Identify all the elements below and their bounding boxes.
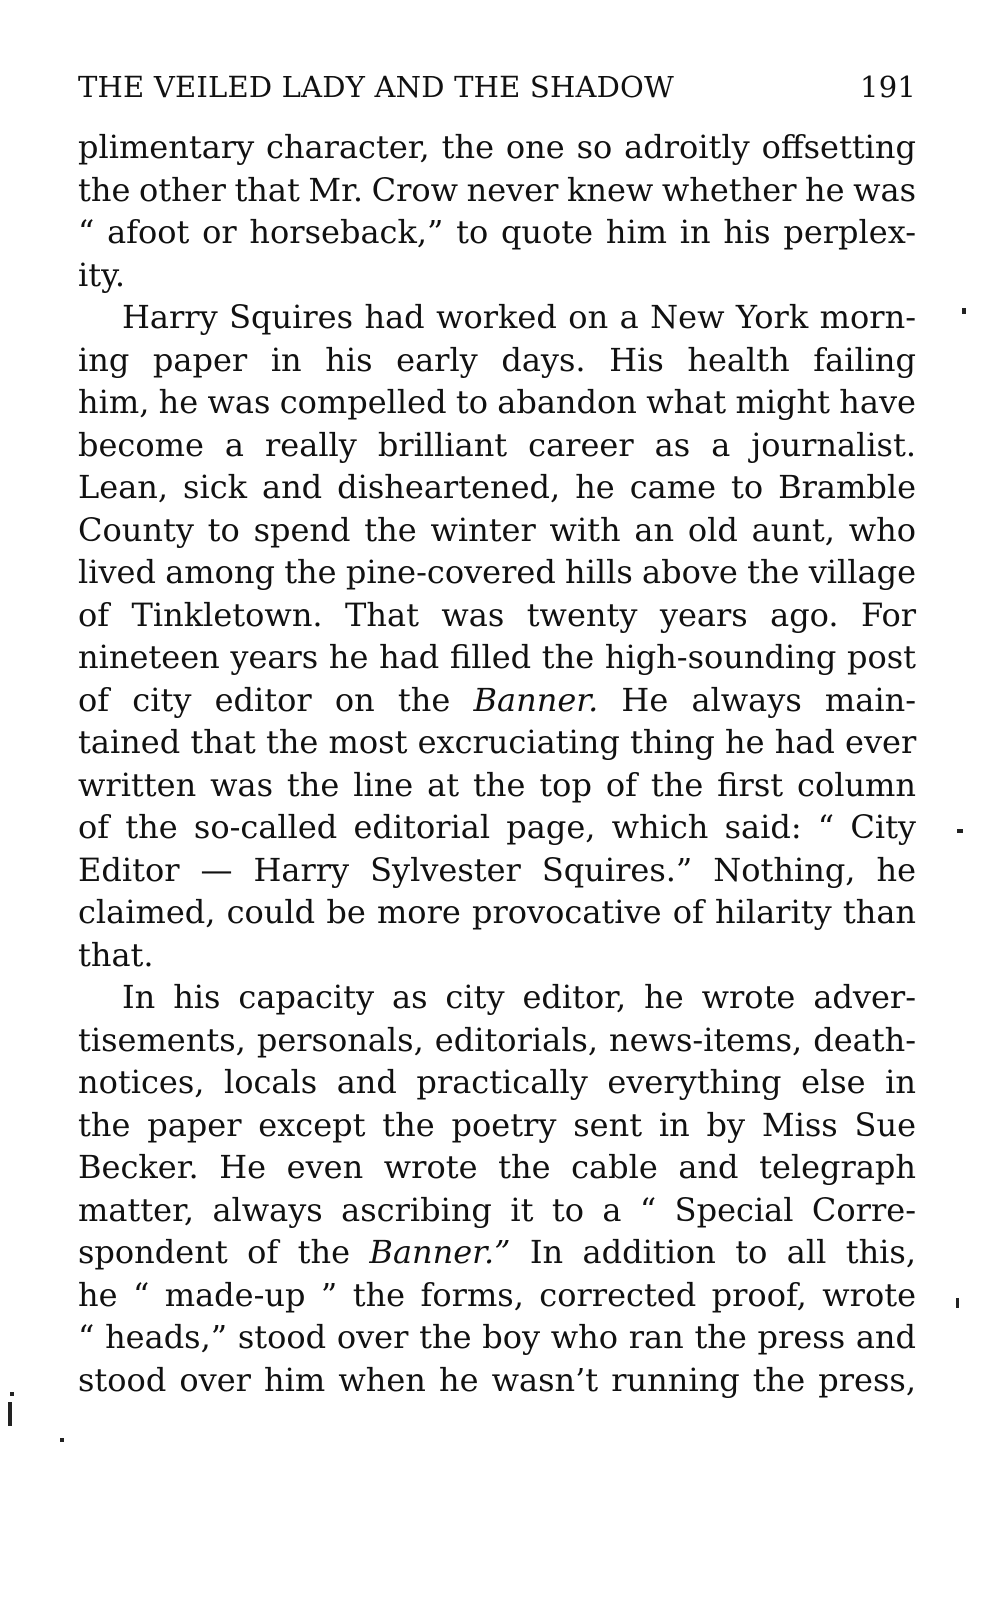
text-segment: Harry Squires had worked on a New York morn- bbox=[122, 298, 916, 336]
text-line bbox=[78, 1146, 916, 1189]
print-speck bbox=[956, 1298, 959, 1308]
text-segment: of city editor on the bbox=[78, 680, 474, 719]
text-segment: written was the line at the top of the first column bbox=[78, 765, 916, 804]
text-line bbox=[78, 1019, 916, 1062]
text-line bbox=[78, 806, 916, 849]
text-line bbox=[78, 509, 916, 552]
text-segment: nineteen years he had filled the high-sounding post bbox=[78, 638, 916, 676]
text-segment: Lean, sick and disheartened, he came to Bramble bbox=[78, 468, 916, 506]
text-segment: him, he was compelled to abandon what might have bbox=[78, 383, 916, 421]
text-segment: claimed, could be more provocative of hilarity than bbox=[78, 893, 916, 931]
text-line bbox=[78, 679, 916, 722]
text-line bbox=[78, 636, 916, 679]
running-head bbox=[78, 70, 916, 120]
text-line bbox=[78, 849, 916, 892]
text-segment: the paper except the poetry sent in by Miss Sue bbox=[78, 1105, 916, 1144]
text-line bbox=[78, 721, 916, 764]
text-segment: Editor — Harry Sylvester Squires.” Nothing, he bbox=[78, 850, 916, 889]
text-segment: notices, locals and practically everything else in bbox=[78, 1063, 916, 1101]
text-line bbox=[78, 1359, 916, 1402]
text-line bbox=[78, 339, 916, 382]
text-segment: the other that Mr. Crow never knew whether he was bbox=[78, 170, 916, 209]
text-segment: tisements, personals, editorials, news-items, death- bbox=[78, 1020, 916, 1059]
text-segment: become a really brilliant career as a journalist. bbox=[78, 425, 916, 464]
text-segment: that. bbox=[78, 935, 154, 974]
text-segment: In addition to all this, bbox=[510, 1233, 917, 1271]
running-title: THE VEILED LADY AND THE SHADOW bbox=[78, 70, 675, 104]
text-line bbox=[78, 891, 916, 934]
text-segment: ity. bbox=[78, 255, 126, 294]
text-segment: In his capacity as city editor, he wrote adver- bbox=[122, 978, 916, 1016]
text-line bbox=[78, 126, 916, 169]
text-segment: spondent of the bbox=[78, 1233, 370, 1271]
page-number: 191 bbox=[860, 70, 916, 104]
text-segment: County to spend the winter with an old aunt, who bbox=[78, 510, 916, 549]
print-speck bbox=[8, 1402, 12, 1426]
text-segment: plimentary character, the one so adroitly offsetting bbox=[78, 128, 916, 166]
text-line bbox=[78, 296, 916, 339]
text-segment: lived among the pine-covered hills above the village bbox=[78, 553, 916, 591]
text-line bbox=[78, 1274, 916, 1317]
text-line bbox=[78, 381, 916, 424]
text-line bbox=[78, 211, 916, 254]
text-segment: matter, always ascribing it to a “ Special Corre- bbox=[78, 1190, 916, 1229]
text-segment: “ afoot or horseback,” to quote him in his perplex- bbox=[78, 213, 916, 251]
text-line bbox=[78, 424, 916, 467]
text-line bbox=[78, 1231, 916, 1274]
text-line bbox=[78, 934, 916, 977]
text-segment: ing paper in his early days. His health failing bbox=[78, 340, 916, 379]
print-speck bbox=[60, 1438, 64, 1442]
text-segment: “ heads,” stood over the boy who ran the press and bbox=[78, 1318, 916, 1356]
text-segment: he “ made-up ” the forms, corrected proof, wrote bbox=[78, 1275, 916, 1314]
body-text bbox=[78, 126, 916, 1401]
italic-text: Banner. bbox=[473, 680, 599, 719]
text-segment: of the so-called editorial page, which said: “ City bbox=[78, 808, 916, 846]
text-segment: of Tinkletown. That was twenty years ago. For bbox=[78, 595, 916, 634]
text-line bbox=[78, 466, 916, 509]
text-segment: Becker. He even wrote the cable and telegraph bbox=[78, 1148, 916, 1186]
text-line bbox=[78, 1189, 916, 1232]
italic-text: Banner.” bbox=[369, 1233, 511, 1271]
print-speck bbox=[10, 1392, 14, 1396]
text-line bbox=[78, 976, 916, 1019]
text-line bbox=[78, 764, 916, 807]
text-line bbox=[78, 169, 916, 212]
text-line bbox=[78, 594, 916, 637]
text-line bbox=[78, 1061, 916, 1104]
text-line bbox=[78, 1316, 916, 1359]
text-segment: stood over him when he wasn’t running the press, bbox=[78, 1360, 916, 1399]
text-segment: He always main- bbox=[598, 680, 917, 719]
print-speck bbox=[957, 829, 963, 833]
text-segment: tained that the most excruciating thing he had ever bbox=[78, 723, 917, 761]
print-speck bbox=[962, 308, 966, 314]
text-line bbox=[78, 551, 916, 594]
text-line bbox=[78, 1104, 916, 1147]
text-line bbox=[78, 254, 916, 297]
book-page bbox=[78, 70, 916, 1401]
